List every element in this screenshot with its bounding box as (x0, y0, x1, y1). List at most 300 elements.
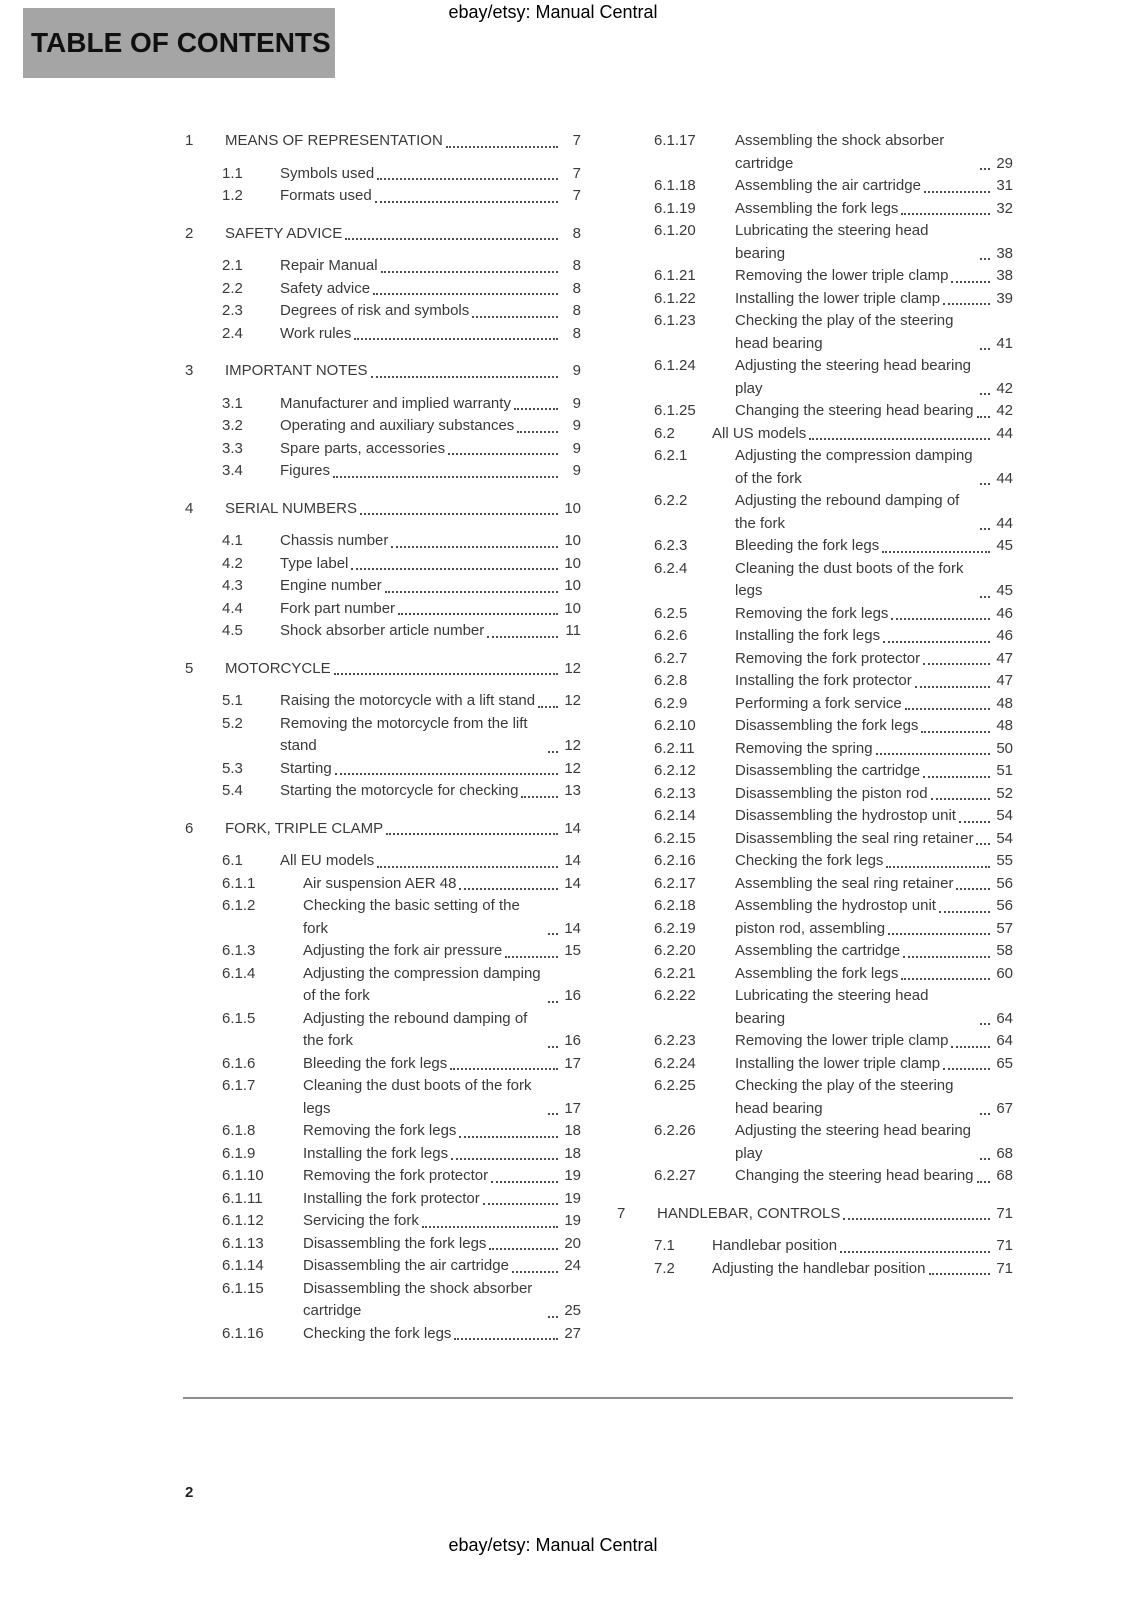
entry-page: 10 (564, 532, 581, 549)
entry-title: Cleaning the dust boots of the fork legs (303, 1077, 532, 1117)
dot-leader (548, 751, 558, 753)
entry-body (303, 1188, 581, 1211)
toc-entry (185, 553, 581, 576)
entry-body (225, 130, 581, 153)
entry-body (303, 1255, 581, 1278)
dot-leader (901, 213, 990, 215)
entry-page: 20 (564, 1234, 581, 1252)
dot-leader (335, 773, 558, 775)
entry-page: 25 (564, 1302, 581, 1319)
toc-entry (185, 1075, 581, 1120)
entry-page: 12 (564, 759, 581, 777)
entry-page: 14 (564, 919, 581, 937)
entry-page: 14 (564, 874, 581, 892)
entry-title: Assembling the fork legs (735, 964, 899, 982)
toc-entry (185, 1165, 581, 1188)
entry-body (735, 828, 1013, 851)
table-of-contents-banner (23, 8, 335, 78)
entry-page: 56 (996, 897, 1013, 914)
entry-body (280, 393, 581, 416)
entry-body (280, 530, 581, 553)
dot-leader (548, 1113, 558, 1115)
entry-title: Removing the motorcycle from the lift stand (280, 714, 528, 754)
entry-page: 8 (572, 324, 581, 342)
entry-title: Figures (280, 462, 331, 479)
entry-title: Starting (280, 759, 332, 777)
entry-page: 10 (564, 554, 581, 572)
entry-page: 56 (996, 874, 1013, 892)
dot-leader (391, 546, 558, 548)
entry-body (735, 805, 1013, 828)
entry-number: 3.1 (222, 394, 243, 412)
toc-entry (185, 1323, 581, 1346)
dot-leader (891, 618, 990, 620)
entry-body (735, 783, 1013, 806)
page-header-title: ebay/etsy: Manual Central (448, 2, 658, 22)
entry-number: 6.1.23 (654, 312, 696, 329)
entry-body (735, 1030, 1013, 1053)
entry-page: 39 (996, 289, 1013, 307)
entry-page: 51 (996, 762, 1013, 779)
entry-body (735, 963, 1013, 986)
toc-entry (617, 895, 1013, 918)
dot-leader (809, 438, 990, 440)
toc-entry (617, 1030, 1013, 1053)
table-of-contents-label: TABLE OF CONTENTS (31, 27, 331, 58)
entry-number: 6.2.14 (654, 807, 696, 824)
entry-title: Installing the fork legs (303, 1144, 449, 1162)
entry-body (735, 850, 1013, 873)
entry-body (712, 1258, 1013, 1281)
entry-page: 16 (564, 1032, 581, 1049)
entry-number: 6.2.8 (654, 672, 688, 689)
dot-leader (980, 1113, 990, 1115)
entry-title: Changing the steering head bearing (735, 1167, 974, 1184)
toc-entry (617, 220, 1013, 265)
entry-title: Checking the play of the steering head bearing (735, 1077, 954, 1117)
dot-leader (980, 1158, 990, 1160)
entry-body (735, 895, 1013, 918)
entry-body (303, 940, 581, 963)
entry-number: 6.1.5 (222, 1009, 256, 1027)
entry-page: 19 (564, 1212, 581, 1229)
entry-page: 17 (564, 1099, 581, 1117)
toc-entry (617, 535, 1013, 558)
entry-page: 9 (572, 417, 581, 434)
entry-page: 10 (564, 599, 581, 617)
dot-leader (371, 376, 558, 378)
dot-leader (980, 258, 990, 260)
entry-page: 10 (564, 577, 581, 594)
toc-entry (617, 760, 1013, 783)
entry-number: 6.1.8 (222, 1122, 256, 1139)
entry-page: 15 (564, 942, 581, 959)
entry-number: 6.1.2 (222, 897, 256, 914)
entry-title: Removing the fork legs (735, 604, 889, 622)
entry-title: Formats used (280, 187, 372, 204)
entry-body (303, 873, 581, 896)
entry-number: 5.4 (222, 782, 243, 799)
entry-body (712, 423, 1013, 446)
dot-leader (454, 1338, 558, 1340)
entry-body (735, 1075, 1013, 1120)
entry-title: Adjusting the steering head bearing play (735, 1122, 972, 1162)
entry-number: 6.1.22 (654, 289, 696, 307)
entry-title: Adjusting the handlebar position (712, 1259, 926, 1277)
entry-title: HANDLEBAR, CONTROLS (657, 1204, 841, 1222)
entry-number: 6.1.7 (222, 1077, 256, 1094)
entry-number: 6.2.16 (654, 852, 696, 869)
entry-page: 7 (572, 132, 581, 149)
toc-entry (617, 423, 1013, 446)
dot-leader (483, 1203, 558, 1205)
entry-title: Removing the fork legs (303, 1122, 457, 1139)
toc-entry (185, 963, 581, 1008)
dot-leader (386, 833, 558, 835)
toc-entry (185, 1188, 581, 1211)
entry-number: 6.2.26 (654, 1122, 696, 1139)
entry-page: 46 (996, 604, 1013, 622)
toc-entry (185, 1255, 581, 1278)
entry-number: 6.2.7 (654, 649, 688, 667)
entry-body (280, 278, 581, 301)
entry-title: Disassembling the shock absorber cartridge (303, 1279, 533, 1319)
entry-number: 2.2 (222, 279, 243, 297)
entry-body (280, 713, 581, 758)
sheet-page-number: 2 (185, 1484, 194, 1501)
entry-number: 6.1.11 (222, 1189, 263, 1207)
entry-body (280, 163, 581, 186)
toc-entry (617, 873, 1013, 896)
toc-entry (185, 1008, 581, 1053)
entry-number: 3.2 (222, 417, 243, 434)
entry-title: Starting the motorcycle for checking (280, 782, 519, 799)
entry-title: Adjusting the compression damping of the fork (735, 447, 973, 487)
dot-leader (980, 528, 990, 530)
entry-body (735, 558, 1013, 603)
entry-body (303, 963, 581, 1008)
entry-title: Lubricating the steering head bearing (735, 222, 929, 262)
dot-leader (448, 453, 558, 455)
entry-title: Handlebar position (712, 1237, 838, 1254)
toc-entry (185, 323, 581, 346)
entry-body (303, 1210, 581, 1233)
toc-entry (185, 690, 581, 713)
toc-entry (617, 1258, 1013, 1281)
entry-page: 8 (572, 302, 581, 319)
entry-page: 54 (996, 829, 1013, 847)
entry-page: 50 (996, 739, 1013, 757)
entry-page: 12 (564, 737, 581, 754)
entry-number: 5.2 (222, 714, 243, 732)
toc-entry (617, 918, 1013, 941)
dot-leader (398, 613, 558, 615)
entry-number: 2 (185, 224, 194, 242)
entry-title: piston rod, assembling (735, 919, 886, 937)
entry-page: 60 (996, 964, 1013, 982)
entry-body (280, 438, 581, 461)
entry-page: 44 (996, 469, 1013, 487)
toc-entry (185, 1143, 581, 1166)
entry-title: Removing the lower triple clamp (735, 1032, 949, 1049)
dot-leader (459, 888, 558, 890)
toc-entry (617, 1203, 1013, 1226)
entry-title: All US models (712, 424, 807, 442)
dot-leader (924, 191, 990, 193)
dot-leader (472, 316, 558, 318)
toc-entry (185, 163, 581, 186)
dot-leader (980, 348, 990, 350)
entry-page: 9 (572, 439, 581, 457)
entry-number: 6.2.10 (654, 717, 696, 734)
entry-number: 6.2.3 (654, 537, 688, 554)
entry-page: 57 (996, 919, 1013, 937)
entry-title: Lubricating the steering head bearing (735, 987, 929, 1027)
entry-page: 19 (564, 1189, 581, 1207)
entry-title: Fork part number (280, 599, 396, 617)
toc-entry (185, 598, 581, 621)
entry-page: 64 (996, 1032, 1013, 1049)
entry-number: 6.2.15 (654, 829, 696, 847)
entry-body (735, 130, 1013, 175)
entry-title: Shock absorber article number (280, 622, 485, 639)
dot-leader (489, 1248, 558, 1250)
dot-leader (517, 431, 558, 433)
toc-column-left (185, 130, 581, 1345)
entry-number: 6.1.24 (654, 357, 696, 374)
entry-number: 6.2.2 (654, 492, 688, 509)
entry-title: Adjusting the rebound damping of the fork (303, 1009, 528, 1049)
entry-body (735, 265, 1013, 288)
toc-entry (617, 1120, 1013, 1165)
dot-leader (422, 1226, 558, 1228)
dot-leader (450, 1068, 558, 1070)
dot-leader (980, 596, 990, 598)
entry-page: 38 (996, 267, 1013, 284)
dot-leader (976, 843, 990, 845)
entry-title: All EU models (280, 852, 375, 869)
entry-title: Installing the lower triple clamp (735, 289, 941, 307)
entry-number: 6.1.16 (222, 1324, 264, 1342)
entry-title: Operating and auxiliary substances (280, 417, 515, 434)
entry-body (280, 850, 581, 873)
toc-entry (617, 265, 1013, 288)
toc-entry (617, 130, 1013, 175)
entry-page: 38 (996, 244, 1013, 262)
entry-number: 4.2 (222, 554, 243, 572)
entry-page: 8 (572, 224, 581, 242)
entry-body (735, 715, 1013, 738)
entry-title: Adjusting the compression damping of the fork (303, 964, 541, 1004)
entry-body (280, 415, 581, 438)
toc-entry (185, 223, 581, 246)
entry-page: 14 (564, 852, 581, 869)
entry-title: Bleeding the fork legs (735, 537, 880, 554)
entry-title: Adjusting the steering head bearing play (735, 357, 972, 397)
entry-title: Adjusting the fork air pressure (303, 942, 503, 959)
dot-leader (548, 1316, 558, 1318)
entry-number: 6.2.21 (654, 964, 696, 982)
entry-page: 71 (996, 1204, 1013, 1222)
entry-number: 7 (617, 1204, 626, 1222)
entry-page: 9 (572, 362, 581, 379)
entry-page: 65 (996, 1054, 1013, 1072)
entry-number: 6.1.4 (222, 964, 256, 982)
entry-title: SERIAL NUMBERS (225, 499, 357, 517)
entry-number: 3.3 (222, 439, 243, 457)
entry-number: 2.3 (222, 302, 243, 319)
entry-body (280, 620, 581, 643)
dot-leader (939, 911, 990, 913)
dot-leader (521, 796, 558, 798)
entry-body (225, 658, 581, 681)
dot-leader (334, 673, 558, 675)
entry-number: 7.1 (654, 1237, 675, 1254)
toc-entry (617, 445, 1013, 490)
dot-leader (923, 776, 990, 778)
entry-page: 24 (564, 1257, 581, 1274)
entry-body (735, 535, 1013, 558)
entry-page: 42 (996, 402, 1013, 419)
dot-leader (951, 1046, 990, 1048)
entry-body (225, 818, 581, 841)
dot-leader (888, 933, 990, 935)
entry-title: Symbols used (280, 164, 375, 182)
dot-leader (921, 731, 990, 733)
dot-leader (882, 551, 990, 553)
toc-entry (185, 780, 581, 803)
toc-entry (617, 400, 1013, 423)
entry-page: 7 (572, 187, 581, 204)
toc-entry (185, 530, 581, 553)
toc-entry (617, 940, 1013, 963)
dot-leader (980, 483, 990, 485)
entry-page: 19 (564, 1167, 581, 1184)
entry-body (280, 460, 581, 483)
entry-body (303, 1143, 581, 1166)
entry-title: Checking the fork legs (735, 852, 884, 869)
dot-leader (903, 956, 990, 958)
entry-number: 6.1.25 (654, 402, 696, 419)
entry-body (225, 223, 581, 246)
entry-title: Engine number (280, 577, 382, 594)
entry-title: Manufacturer and implied warranty (280, 394, 511, 412)
dot-leader (548, 933, 558, 935)
dot-leader (373, 293, 558, 295)
entry-page: 46 (996, 627, 1013, 644)
dot-leader (446, 146, 558, 148)
entry-title: Removing the fork protector (735, 649, 921, 667)
entry-number: 6.2.17 (654, 874, 696, 892)
toc-entry (617, 648, 1013, 671)
footer-divider (183, 1397, 1013, 1399)
dot-leader (459, 1136, 558, 1138)
entry-body (712, 1235, 1013, 1258)
entry-body (280, 690, 581, 713)
dot-leader (381, 271, 558, 273)
toc-entry (185, 713, 581, 758)
entry-body (280, 185, 581, 208)
entry-number: 5.3 (222, 759, 243, 777)
entry-page: 12 (564, 659, 581, 677)
toc-entry (185, 130, 581, 153)
toc-entry (617, 1235, 1013, 1258)
toc-entry (617, 355, 1013, 400)
entry-body (735, 738, 1013, 761)
toc-entry (185, 393, 581, 416)
dot-leader (951, 281, 990, 283)
entry-title: Repair Manual (280, 257, 378, 274)
toc-entry (617, 310, 1013, 355)
entry-title: Disassembling the fork legs (735, 717, 919, 734)
entry-number: 1.1 (222, 164, 243, 182)
entry-body (735, 625, 1013, 648)
entry-title: MEANS OF REPRESENTATION (225, 132, 443, 149)
entry-body (303, 1165, 581, 1188)
entry-number: 6.1.18 (654, 177, 696, 194)
entry-number: 6.2.23 (654, 1032, 696, 1049)
dot-leader (901, 978, 990, 980)
entry-page: 7 (572, 164, 581, 182)
entry-body (280, 598, 581, 621)
dot-leader (354, 338, 558, 340)
toc-entry (617, 828, 1013, 851)
dot-leader (980, 168, 990, 170)
toc-entry (185, 873, 581, 896)
toc-entry (185, 300, 581, 323)
dot-leader (385, 591, 558, 593)
entry-body (303, 1278, 581, 1323)
toc-entry (617, 693, 1013, 716)
entry-number: 6.1.21 (654, 267, 696, 284)
toc-entry (617, 625, 1013, 648)
entry-page: 67 (996, 1099, 1013, 1117)
entry-number: 6.2.6 (654, 627, 688, 644)
dot-leader (980, 1023, 990, 1025)
entry-title: Servicing the fork (303, 1212, 419, 1229)
entry-title: Checking the fork legs (303, 1324, 452, 1342)
toc-entry (185, 185, 581, 208)
toc-column-right (617, 130, 1013, 1280)
entry-number: 6.2.11 (654, 739, 695, 757)
dot-leader (491, 1181, 558, 1183)
dot-leader (980, 393, 990, 395)
toc-entry (185, 460, 581, 483)
entry-body (735, 693, 1013, 716)
entry-body (735, 760, 1013, 783)
entry-body (735, 670, 1013, 693)
dot-leader (923, 663, 990, 665)
toc-entry (185, 278, 581, 301)
entry-number: 6.1.9 (222, 1144, 256, 1162)
entry-body (735, 220, 1013, 265)
entry-page: 9 (572, 462, 581, 479)
entry-number: 6.2.18 (654, 897, 696, 914)
entry-title: Raising the motorcycle with a lift stand (280, 692, 536, 709)
dot-leader (977, 1181, 990, 1183)
entry-page: 58 (996, 942, 1013, 959)
entry-body (735, 198, 1013, 221)
dot-leader (931, 798, 990, 800)
toc-entry (617, 1053, 1013, 1076)
entry-page: 32 (996, 199, 1013, 217)
entry-title: Spare parts, accessories (280, 439, 446, 457)
toc-entry (617, 670, 1013, 693)
entry-number: 4.3 (222, 577, 243, 594)
entry-number: 7.2 (654, 1259, 675, 1277)
toc-entry (185, 758, 581, 781)
entry-body (735, 985, 1013, 1030)
